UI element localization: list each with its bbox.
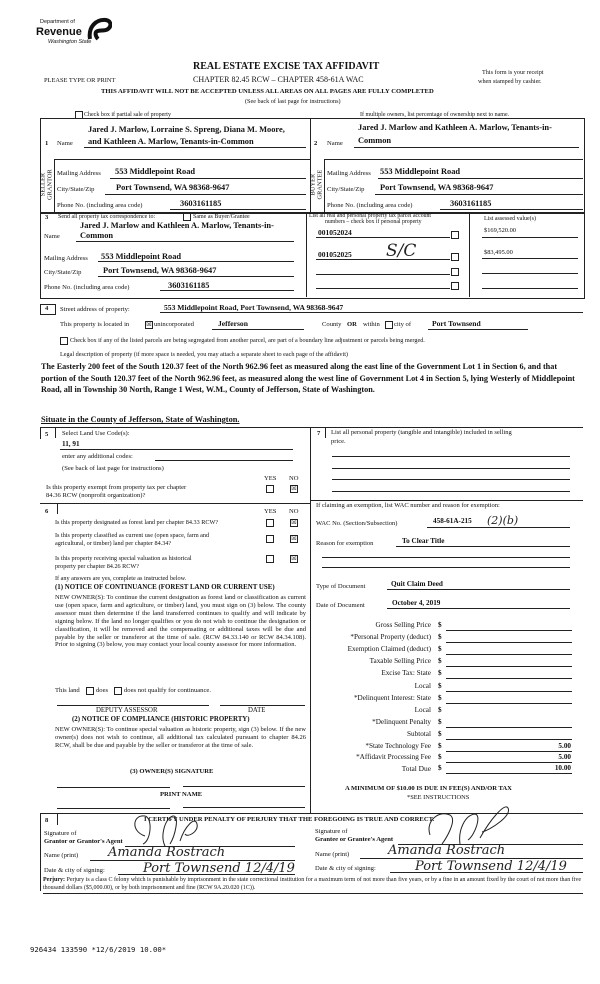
fee-label: Local <box>414 706 431 714</box>
county-label: County <box>322 321 342 328</box>
currency-symbol: $ <box>438 645 442 653</box>
does-qualify-checkbox[interactable] <box>86 687 94 695</box>
underline <box>118 874 295 875</box>
buyer-name-label: Name <box>327 140 343 147</box>
divider <box>469 212 470 297</box>
forest-question: Is this property designated as forest land per chapter 84.33 RCW? <box>55 519 219 526</box>
underline <box>212 329 304 330</box>
currency-symbol: $ <box>438 706 442 714</box>
underline <box>322 557 570 558</box>
buyer-mailing-label: Mailing Address <box>327 170 371 177</box>
underline <box>482 237 578 238</box>
if-yes-note: If any answers are yes, complete as instructed below. <box>55 575 187 582</box>
street-address-label: Street address of property: <box>60 306 130 313</box>
seller-name-line2[interactable]: and Kathleen A. Marlow, Tenants-in-Common <box>88 137 254 146</box>
underline <box>322 567 570 568</box>
parcel-header-line1: List all real and personal property tax parcel account <box>309 213 432 219</box>
seller-name-label: Name <box>57 140 73 147</box>
buyer-city-value[interactable]: Port Townsend, WA 98368-9647 <box>380 183 494 192</box>
assessed-value[interactable]: $83,495.00 <box>484 249 513 256</box>
exempt-question-line2: 84.36 RCW (nonprofit organization)? <box>46 492 146 499</box>
grantee-signature-label: Signature of <box>315 828 348 835</box>
fee-label: *Personal Property (deduct) <box>350 633 431 641</box>
parcel-header-line2: numbers – check box if personal property <box>325 219 422 225</box>
land-use-codes[interactable]: 11, 91 <box>62 440 80 448</box>
divider <box>54 159 310 160</box>
divider <box>324 159 583 160</box>
underline <box>84 147 306 148</box>
within-label: within <box>363 321 380 328</box>
grantor-printed-name[interactable]: Amanda Rostrach <box>108 845 226 860</box>
parcel-number[interactable]: 001052025 <box>318 250 352 259</box>
does-not-qualify-checkbox[interactable] <box>114 687 122 695</box>
deputy-date-label: DATE <box>248 707 266 714</box>
receipt-line1: This form is your receipt <box>482 69 544 76</box>
logo-line2: Revenue <box>36 26 82 38</box>
section3-name-line2[interactable]: Common <box>80 231 114 240</box>
reason-value[interactable]: To Clear Title <box>402 537 445 545</box>
fee-label: Local <box>414 682 431 690</box>
handwritten-annotation: S/C <box>386 241 417 261</box>
logo-line3: Washington State <box>48 39 92 45</box>
fee-row <box>300 706 583 717</box>
fee-row <box>300 621 583 632</box>
fee-input-line[interactable] <box>446 751 572 752</box>
fee-value[interactable]: 10.00 <box>554 764 571 772</box>
currency-symbol: $ <box>438 657 442 665</box>
exempt-question-line1: Is this property exempt from property tax per chapter <box>46 484 187 491</box>
currency-symbol: $ <box>438 764 442 772</box>
additional-codes-label: enter any additional codes: <box>62 453 133 460</box>
fee-row <box>300 694 583 705</box>
deputy-assessor-label: DEPUTY ASSESSOR <box>96 707 158 714</box>
underline <box>160 290 294 291</box>
fee-row <box>300 645 583 656</box>
document-date-label: Date of Document <box>316 602 365 609</box>
underline <box>482 273 578 274</box>
receipt-line2: when stamped by cashier. <box>478 78 542 85</box>
city-of-label: city of <box>394 321 412 328</box>
this-land-label: This land <box>55 687 80 694</box>
section3-phone-value[interactable]: 3603161185 <box>168 281 210 290</box>
fee-input-line[interactable] <box>446 642 572 643</box>
underline <box>60 449 293 450</box>
fee-row <box>300 669 583 680</box>
print-name-label: PRINT NAME <box>160 791 203 798</box>
seller-city-label: City/State/Zip <box>57 186 95 193</box>
divider <box>40 427 41 439</box>
underline <box>105 194 306 195</box>
section-2-number: 2 <box>314 140 318 147</box>
grantee-name-label: Name (print) <box>315 851 350 858</box>
section-8-number: 8 <box>45 817 49 824</box>
legal-description-label: Legal description of property (if more space is needed, you may attach a separate sheet to each page of the affidavit) <box>60 351 348 358</box>
assessed-value[interactable]: $169,520.00 <box>484 227 516 234</box>
personal-property-line[interactable] <box>332 456 570 457</box>
street-address-value[interactable]: 553 Middlepoint Road, Port Townsend, WA 98368-9647 <box>164 303 344 312</box>
buyer-mailing-value[interactable]: 553 Middlepoint Road <box>380 167 461 176</box>
buyer-phone-value[interactable]: 3603161185 <box>450 199 492 208</box>
see-instructions-note: *SEE INSTRUCTIONS <box>407 794 470 801</box>
fee-label: Gross Selling Price <box>375 621 431 629</box>
current-use-question-line2: agricultural, or timber) land per chapter 84.34? <box>55 540 172 547</box>
divider <box>325 428 326 438</box>
exemption-label: If claiming an exemption, list WAC number and reason for exemption: <box>316 502 500 509</box>
document-type-label: Type of Document <box>316 583 366 590</box>
section-7-number: 7 <box>317 430 321 437</box>
historic-question-line1: Is this property receiving special valuation as historical <box>55 555 192 562</box>
assessed-header: List assessed value(s) <box>484 216 536 222</box>
perjury-note <box>43 877 583 894</box>
buyer-phone-label: Phone No. (including area code) <box>327 202 413 209</box>
owner-signature-label: (3) OWNER(S) SIGNATURE <box>130 768 214 775</box>
personal-property-label: List all personal property (tangible and intangible) included in selling <box>331 429 512 436</box>
historic-yes-checkbox[interactable] <box>266 555 274 563</box>
personal-property-checkbox[interactable] <box>451 282 459 290</box>
grantor-date-city[interactable]: Port Townsend 12/4/19 <box>143 861 295 876</box>
deputy-signature-line <box>57 705 209 706</box>
underline <box>428 329 528 330</box>
fee-label: Taxable Selling Price <box>369 657 431 665</box>
seller-name-line1[interactable]: Jared J. Marlow, Lorraine S. Spreng, Diana M. Moore, <box>88 125 285 134</box>
underline <box>316 259 450 260</box>
segregated-label: Check box if any of the listed parcels are being segregated from another parcel, are part of a boundary line adjustment or parcels being merged. <box>70 337 425 344</box>
fee-row <box>300 657 583 668</box>
city-checkbox[interactable] <box>385 321 393 329</box>
logo-line1: Department of <box>40 19 75 25</box>
underline <box>316 288 450 289</box>
buyer-label: BUYER <box>309 173 317 196</box>
perjury-label: Perjury: <box>43 877 65 883</box>
notice2-title: (2) NOTICE OF COMPLIANCE (HISTORIC PROPERTY) <box>72 716 250 723</box>
please-type: PLEASE TYPE OR PRINT <box>44 77 116 84</box>
perjury-text: Perjury is a class C felony which is punishable by imprisonment in the state correctional institution for a maximum term of not more than five years, or by a fine in an amount fixed by the court of not more than five thousand dollars ($5,000.00), or by both imprisonment and fine (RCW 9A.20.020 (1C)). <box>43 877 582 891</box>
grantee-date-city[interactable]: Port Townsend 12/4/19 <box>415 859 567 874</box>
section3-city-label: City/State/Zip <box>44 269 82 276</box>
fee-label: Subtotal <box>407 730 431 738</box>
land-use-see-back: (See back of last page for instructions) <box>62 465 164 472</box>
underline <box>427 527 570 528</box>
currency-symbol: $ <box>438 753 442 761</box>
underline <box>98 261 294 262</box>
wac-label: WAC No. (Section/Subsection) <box>316 520 398 527</box>
grantee-label: GRANTEE <box>316 169 323 200</box>
unincorporated-label: unincorporated <box>154 321 194 328</box>
grantee-printed-name[interactable]: Amanda Rostrach <box>388 843 506 858</box>
fee-row <box>300 742 583 753</box>
personal-property-line[interactable] <box>332 479 570 480</box>
section-5-number: 5 <box>45 431 49 438</box>
wac-handwritten-subsection: (2)(b) <box>487 514 519 527</box>
segregated-checkbox[interactable] <box>60 337 68 345</box>
same-as-buyer-label: Same as Buyer/Grantee <box>193 214 250 220</box>
underline <box>387 589 570 590</box>
section3-phone-label: Phone No. (including area code) <box>44 284 130 291</box>
personal-property-checkbox[interactable] <box>451 231 459 239</box>
section3-city-value[interactable]: Port Townsend, WA 98368-9647 <box>103 266 217 275</box>
fee-row <box>300 764 583 775</box>
current-use-question-line1: Is this property classified as current use (open space, farm and <box>55 532 210 539</box>
grantee-agent-label: Grantee or Grantee's Agent <box>315 836 394 843</box>
grantor-agent-label: Grantor or Grantor's Agent <box>44 838 123 845</box>
fee-value[interactable]: 5.00 <box>558 753 571 761</box>
personal-property-line[interactable] <box>332 468 570 469</box>
yes-header: YES <box>264 508 277 515</box>
fee-row <box>300 718 583 729</box>
underline <box>387 608 570 609</box>
currency-symbol: $ <box>438 633 442 641</box>
underline <box>396 546 570 547</box>
land-use-label: Select Land Use Code(s): <box>62 430 130 437</box>
fee-row <box>300 633 583 644</box>
fee-input-line[interactable] <box>446 739 572 740</box>
underline <box>390 872 583 873</box>
forest-no-checkbox[interactable]: ☒ <box>291 520 297 526</box>
seller-grantor-label <box>40 165 53 205</box>
section-4-number: 4 <box>45 305 49 312</box>
underline <box>155 460 293 461</box>
does-not-label: does not qualify for continuance. <box>124 687 211 694</box>
current-use-no-checkbox[interactable]: ☒ <box>291 536 297 542</box>
personal-property-line[interactable] <box>332 491 570 492</box>
fee-input-line[interactable] <box>446 691 572 692</box>
minimum-due-note: A MINIMUM OF $10.00 IS DUE IN FEE(S) AND/OR TAX <box>345 785 512 792</box>
unincorporated-checkbox[interactable]: ☒ <box>146 322 152 328</box>
fee-label: *State Technology Fee <box>365 742 431 750</box>
section-3-number: 3 <box>45 214 49 221</box>
wac-value[interactable]: 458-61A-215 <box>433 517 472 525</box>
buyer-grantee-label <box>310 165 323 205</box>
section3-mailing-value[interactable]: 553 Middlepoint Road <box>101 252 182 261</box>
fee-input-line[interactable] <box>446 630 572 631</box>
divider <box>40 813 41 891</box>
buyer-name-line2[interactable]: Common <box>358 136 392 145</box>
currency-symbol: $ <box>438 694 442 702</box>
fee-label: *Delinquent Interest: State <box>353 694 431 702</box>
underline <box>378 178 583 179</box>
partial-sale-label: Check box if partial sale of property <box>84 112 171 118</box>
deputy-date-line <box>220 705 305 706</box>
fee-input-line[interactable] <box>446 678 572 679</box>
multiple-owners-label: If multiple owners, list percentage of ownership next to name. <box>360 112 510 118</box>
section3-mailing-label: Mailing Address <box>44 255 88 262</box>
same-as-buyer-checkbox[interactable] <box>183 213 191 221</box>
situate-line: Situate in the County of Jefferson, State of Washington. <box>41 415 240 424</box>
reason-label: Reason for exemption <box>316 540 374 547</box>
grantor-label: GRANTOR <box>46 169 53 200</box>
divider <box>55 428 56 438</box>
underline <box>110 178 306 179</box>
no-header: NO <box>289 508 299 515</box>
notice2-text: NEW OWNER(S): To continue special valuation as historic property, sign (3) below. If the new owner(s) does not wish to continue, all additional tax calculated pursuant to chapter 84.26 RCW, shall be due and payable by the seller or transferor at the time of sale. <box>55 726 306 749</box>
underline <box>482 258 578 259</box>
see-back-line: (See back of last page for instructions) <box>245 98 341 105</box>
cashier-stamp: 926434 133590 *12/6/2019 10.00* <box>30 945 167 954</box>
currency-symbol: $ <box>438 742 442 750</box>
historic-no-checkbox[interactable]: ☒ <box>291 556 297 562</box>
fee-row <box>300 753 583 764</box>
fee-label: *Delinquent Penalty <box>372 718 431 726</box>
currency-symbol: $ <box>438 621 442 629</box>
fee-label: Exemption Claimed (deduct) <box>347 645 431 653</box>
divider <box>306 212 307 297</box>
notice1-title: (1) NOTICE OF CONTINUANCE (FOREST LAND OR CURRENT USE) <box>55 584 275 591</box>
logo-mark-icon <box>86 17 112 41</box>
section-6-number: 6 <box>45 508 49 515</box>
underline <box>375 194 583 195</box>
exempt-no-checkbox[interactable]: ☒ <box>291 486 297 492</box>
city-value[interactable]: Port Townsend <box>432 319 481 328</box>
divider <box>324 159 325 212</box>
buyer-city-label: City/State/Zip <box>327 186 365 193</box>
seller-phone-value[interactable]: 3603161185 <box>180 199 222 208</box>
divider <box>310 500 583 501</box>
fee-label: *Affidavit Processing Fee <box>356 753 431 761</box>
underline <box>316 237 450 238</box>
does-label: does <box>96 687 109 694</box>
seller-city-value[interactable]: Port Townsend, WA 98368-9647 <box>116 183 230 192</box>
chapter-line: CHAPTER 82.45 RCW – CHAPTER 458-61A WAC <box>193 75 364 84</box>
fee-input-line[interactable] <box>446 773 572 774</box>
grantee-date-city-label: Date & city of signing: <box>315 865 376 872</box>
personal-property-checkbox[interactable] <box>451 253 459 261</box>
underline <box>316 274 450 275</box>
divider <box>40 427 583 428</box>
seller-phone-label: Phone No. (including area code) <box>57 202 143 209</box>
county-value[interactable]: Jefferson <box>218 319 248 328</box>
currency-symbol: $ <box>438 730 442 738</box>
section3-name-line1[interactable]: Jared J. Marlow and Kathleen A. Marlow, Tenants-in- <box>80 221 274 230</box>
fee-input-line[interactable] <box>446 703 572 704</box>
divider <box>54 159 55 212</box>
seller-mailing-label: Mailing Address <box>57 170 101 177</box>
grantor-signature-label: Signature of <box>44 830 77 837</box>
warning-line: THIS AFFIDAVIT WILL NOT BE ACCEPTED UNLESS ALL AREAS ON ALL PAGES ARE FULLY COMPLETED <box>101 88 434 95</box>
currency-symbol: $ <box>438 669 442 677</box>
grantor-name-label: Name (print) <box>44 852 79 859</box>
fee-value[interactable]: 5.00 <box>558 742 571 750</box>
currency-symbol: $ <box>438 682 442 690</box>
fee-row <box>300 682 583 693</box>
personal-property-checkbox[interactable] <box>451 268 459 276</box>
no-header: NO <box>289 475 299 482</box>
divider <box>57 504 58 514</box>
or-label: OR <box>347 321 357 328</box>
divider <box>40 503 310 504</box>
fee-label: Total Due <box>401 764 431 773</box>
located-in-label: This property is located in <box>60 321 130 328</box>
legal-description[interactable]: The Easterly 200 feet of the South 120.37 feet of the North 962.96 feet as measured along the east line of the Government Lot 1 in Section 6, and that portion of the South 120.37 feet of the North 962.96 feet, as measured along the west line of Government Lot 4 in Section 5, lying Westerly of Middlepoint Road, all in Township 30 North, Range 1 West, W.M., County of Jefferson, State of Washington. <box>41 362 575 394</box>
currency-symbol: $ <box>438 718 442 726</box>
underline <box>98 276 294 277</box>
seller-mailing-value[interactable]: 553 Middlepoint Road <box>115 167 196 176</box>
document-type-value[interactable]: Quit Claim Deed <box>391 580 443 588</box>
parcel-number[interactable]: 001052024 <box>318 228 352 237</box>
personal-property-label2: price. <box>331 438 346 445</box>
underline <box>170 209 306 210</box>
document-date-value[interactable]: October 4, 2019 <box>392 599 441 607</box>
seller-label: SELLER <box>39 172 47 197</box>
certify-statement: I CERTIFY UNDER PENALTY OF PERJURY THAT THE FOREGOING IS TRUE AND CORRECT. <box>144 816 435 823</box>
fee-input-line[interactable] <box>446 666 572 667</box>
historic-question-line2: property per chapter 84.26 RCW? <box>55 563 140 570</box>
correspondence-label: Send all property tax correspondence to: <box>58 214 156 220</box>
fee-input-line[interactable] <box>446 762 572 763</box>
underline <box>440 209 583 210</box>
yes-header: YES <box>264 475 277 482</box>
underline <box>76 241 294 242</box>
notice1-text: NEW OWNER(S): To continue the current designation as forest land or classification as current use (open space, farm and agriculture, or timber) land, you must sign on (3) below. The county assessor must then determine if the land transferred continues to qualify and will indicate by signing below. If the land no longer qualifies or you do not wish to continue the designation or classification, it will be removed and the compensating or additional taxes will be due and payable by the seller or transferor at the time of sale. (RCW 84.33.140 or RCW 84.34.108). Prior to signing (3) below, you may contact your local county assessor for more information. <box>55 594 306 649</box>
underline <box>354 147 579 148</box>
section3-name-label: Name <box>44 233 60 240</box>
owner-signature-line <box>57 787 170 788</box>
owner-signature-line <box>183 786 305 787</box>
dor-logo <box>36 10 116 55</box>
fee-input-line[interactable] <box>446 654 572 655</box>
fee-label: Excise Tax: State <box>381 669 431 677</box>
divider <box>57 814 58 825</box>
exempt-yes-checkbox[interactable] <box>266 485 274 493</box>
underline <box>160 312 583 313</box>
fee-input-line[interactable] <box>446 727 572 728</box>
grantor-date-city-label: Date & city of signing: <box>44 867 105 874</box>
underline <box>482 288 578 289</box>
forest-yes-checkbox[interactable] <box>266 519 274 527</box>
form-title: REAL ESTATE EXCISE TAX AFFIDAVIT <box>193 61 380 72</box>
current-use-yes-checkbox[interactable] <box>266 535 274 543</box>
buyer-name-line1[interactable]: Jared J. Marlow and Kathleen A. Marlow, Tenants-in- <box>358 123 552 132</box>
section-1-number: 1 <box>45 140 49 147</box>
fee-row <box>300 730 583 741</box>
